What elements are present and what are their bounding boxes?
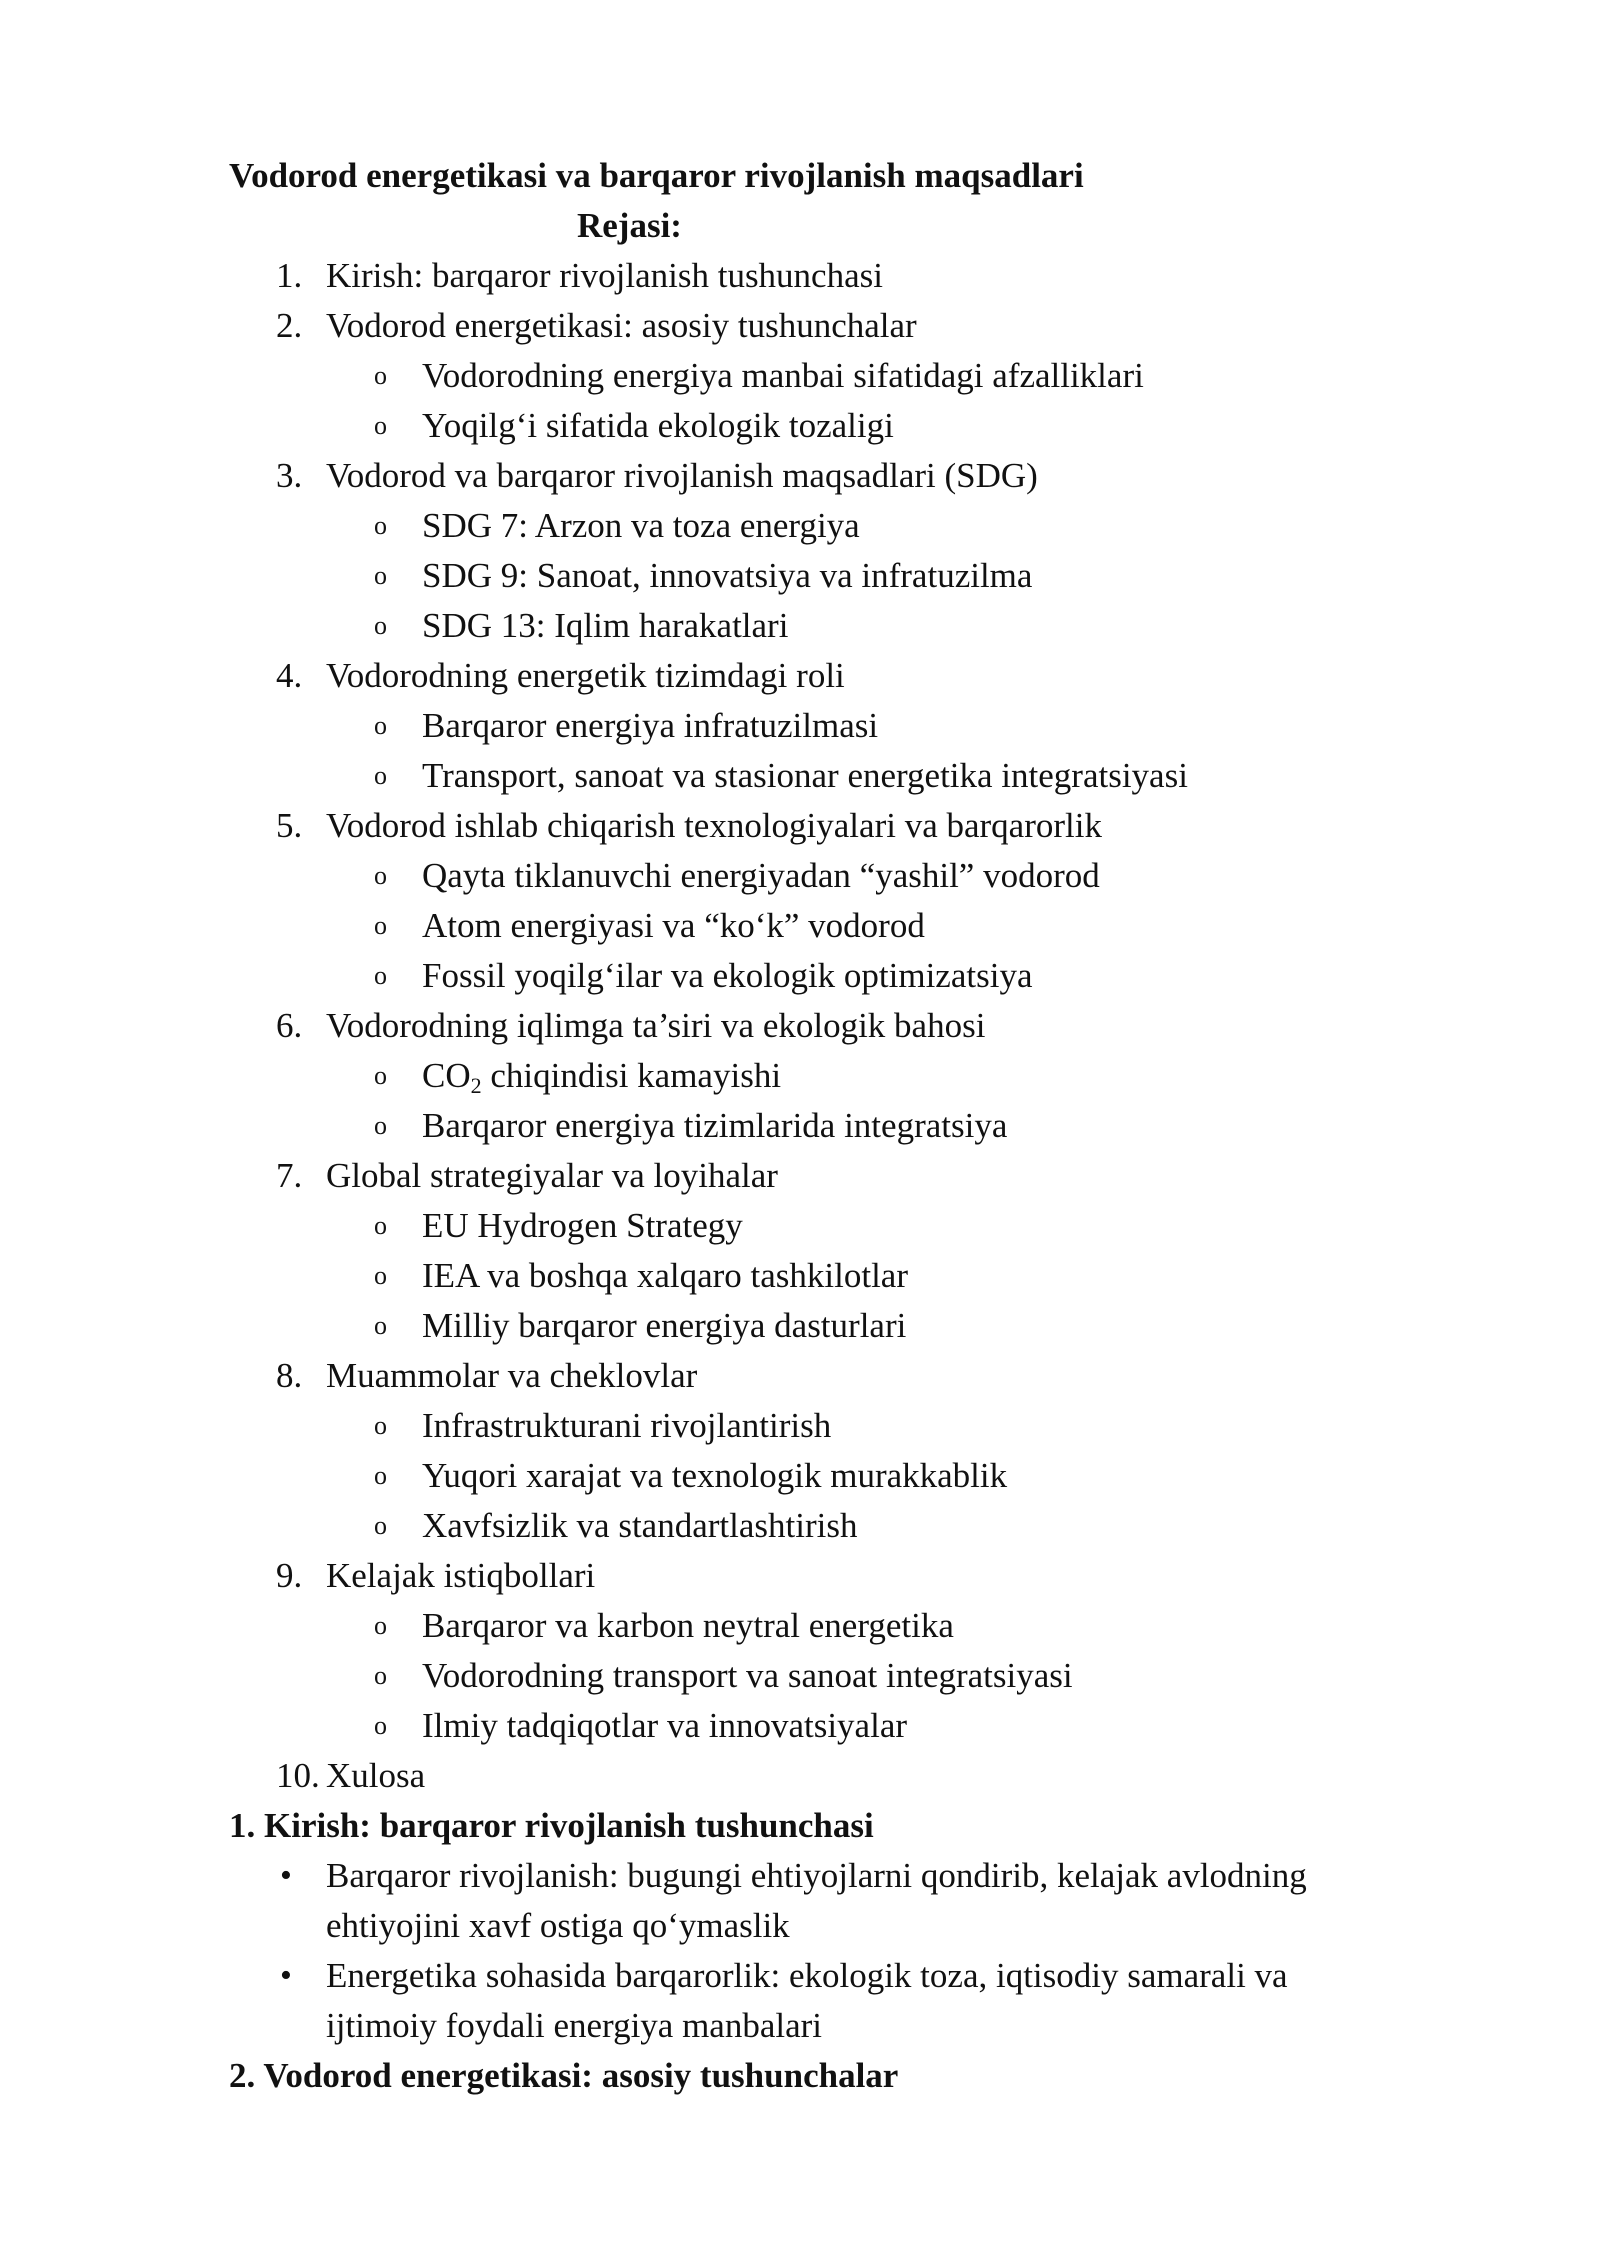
plan-subitem-text: Vodorodning transport va sanoat integratsiyasi <box>422 1656 1073 1695</box>
plan-item-text: Xulosa <box>326 1756 426 1795</box>
plan-subitem-text: Vodorodning energiya manbai sifatidagi afzalliklari <box>422 356 1144 395</box>
section-heading <box>0 2051 1600 2101</box>
bullet-item-text: Energetika sohasida barqarorlik: ekologik toza, iqtisodiy samarali va <box>326 1956 1288 1995</box>
plan-subitem <box>0 1601 1600 1651</box>
plan-item <box>0 801 1600 851</box>
circle-bullet-icon: o <box>374 411 387 440</box>
circle-bullet-icon: o <box>374 1311 387 1340</box>
plan-subitem <box>0 351 1600 401</box>
plan-item <box>0 251 1600 301</box>
plan-subitem-text: Qayta tiklanuvchi energiyadan “yashil” vodorod <box>422 856 1100 895</box>
plan-item <box>0 1001 1600 1051</box>
circle-bullet-icon: o <box>374 611 387 640</box>
circle-bullet-icon: o <box>374 1261 387 1290</box>
plan-item <box>0 1351 1600 1401</box>
plan-subitem-text: Yuqori xarajat va texnologik murakkablik <box>422 1456 1008 1495</box>
plan-subitem-text: Barqaror va karbon neytral energetika <box>422 1606 954 1645</box>
document-title: Vodorod energetikasi va barqaror rivojlanish maqsadlari <box>229 156 1084 195</box>
circle-bullet-icon: o <box>374 761 387 790</box>
plan-item <box>0 1151 1600 1201</box>
circle-bullet-icon: o <box>374 1461 387 1490</box>
plan-subitem <box>0 751 1600 801</box>
plan-subitem <box>0 551 1600 601</box>
plan-subitem-text: EU Hydrogen Strategy <box>422 1206 743 1245</box>
plan-subitem <box>0 1701 1600 1751</box>
plan-subitem <box>0 951 1600 1001</box>
plan-subitem-text: Infrastrukturani rivojlantirish <box>422 1406 832 1445</box>
plan-subitem <box>0 1401 1600 1451</box>
circle-bullet-icon: o <box>374 361 387 390</box>
plan-item <box>0 451 1600 501</box>
bullet-item-line <box>0 1951 1600 2001</box>
plan-subitem-text: Transport, sanoat va stasionar energetika integratsiyasi <box>422 756 1188 795</box>
plan-subitem <box>0 501 1600 551</box>
plan-subitem <box>0 1501 1600 1551</box>
bullet-item-text: ehtiyojini xavf ostiga qo‘ymaslik <box>326 1906 790 1945</box>
plan-item <box>0 1751 1600 1801</box>
circle-bullet-icon: o <box>374 911 387 940</box>
plan-item-number: 6. <box>276 1006 303 1045</box>
plan-subitem <box>0 601 1600 651</box>
plan-subitem <box>0 851 1600 901</box>
plan-item-text: Vodorodning iqlimga ta’siri va ekologik bahosi <box>326 1006 986 1045</box>
circle-bullet-icon: o <box>374 711 387 740</box>
plan-item <box>0 1551 1600 1601</box>
plan-subitem-text: Milliy barqaror energiya dasturlari <box>422 1306 907 1345</box>
dot-bullet-icon: • <box>280 1857 292 1894</box>
plan-subitem <box>0 1051 1600 1101</box>
bullet-item-line <box>0 1851 1600 1901</box>
plan-item-text: Global strategiyalar va loyihalar <box>326 1156 778 1195</box>
plan-subitem <box>0 1301 1600 1351</box>
section-heading <box>0 1801 1600 1851</box>
plan-subitem-text: Barqaror energiya tizimlarida integratsiya <box>422 1106 1008 1145</box>
circle-bullet-icon: o <box>374 1211 387 1240</box>
circle-bullet-icon: o <box>374 861 387 890</box>
circle-bullet-icon: o <box>374 1111 387 1140</box>
plan-subitem <box>0 1101 1600 1151</box>
plan-item-number: 4. <box>276 656 303 695</box>
plan-subitem-text: SDG 13: Iqlim harakatlari <box>422 606 789 645</box>
plan-item-text: Vodorod va barqaror rivojlanish maqsadlari (SDG) <box>326 456 1038 495</box>
plan-item <box>0 651 1600 701</box>
plan-item-number: 10. <box>276 1756 320 1795</box>
plan-subitem-text: Ilmiy tadqiqotlar va innovatsiyalar <box>422 1706 908 1745</box>
document-title-line <box>0 151 1600 201</box>
bullet-item-text: Barqaror rivojlanish: bugungi ehtiyojlarni qondirib, kelajak avlodning <box>326 1856 1307 1895</box>
bullet-item-text: ijtimoiy foydali energiya manbalari <box>326 2006 823 2045</box>
plan-subitem <box>0 701 1600 751</box>
plan-item-number: 5. <box>276 806 303 845</box>
section-heading-text: 2. Vodorod energetikasi: asosiy tushunchalar <box>229 2056 899 2095</box>
bullet-item-line <box>0 1901 1600 1951</box>
circle-bullet-icon: o <box>374 511 387 540</box>
plan-subitem <box>0 401 1600 451</box>
plan-subitem-text: Xavfsizlik va standartlashtirish <box>422 1506 858 1545</box>
circle-bullet-icon: o <box>374 1511 387 1540</box>
circle-bullet-icon: o <box>374 561 387 590</box>
circle-bullet-icon: o <box>374 1711 387 1740</box>
plan-subitem-text: Fossil yoqilg‘ilar va ekologik optimizatsiya <box>422 956 1033 995</box>
plan-item-text: Muammolar va cheklovlar <box>326 1356 698 1395</box>
plan-subitem-text: Barqaror energiya infratuzilmasi <box>422 706 879 745</box>
circle-bullet-icon: o <box>374 1661 387 1690</box>
plan-subitem <box>0 1201 1600 1251</box>
plan-item-number: 7. <box>276 1156 303 1195</box>
plan-subitem-text: IEA va boshqa xalqaro tashkilotlar <box>422 1256 908 1295</box>
plan-item-number: 9. <box>276 1556 303 1595</box>
plan-item-number: 2. <box>276 306 303 345</box>
plan-label-line <box>0 201 1600 251</box>
circle-bullet-icon: o <box>374 1411 387 1440</box>
plan-item-number: 1. <box>276 256 303 295</box>
plan-subitem <box>0 1451 1600 1501</box>
plan-item-text: Kelajak istiqbollari <box>326 1556 596 1595</box>
plan-subitem-text: $CO_2$ chiqindisi kamayishi <box>422 1056 782 1098</box>
circle-bullet-icon: o <box>374 1611 387 1640</box>
plan-subitem-text: SDG 7: Arzon va toza energiya <box>422 506 860 545</box>
plan-item <box>0 301 1600 351</box>
dot-bullet-icon: • <box>280 1957 292 1994</box>
circle-bullet-icon: o <box>374 1061 387 1090</box>
plan-item-text: Kirish: barqaror rivojlanish tushunchasi <box>326 256 883 295</box>
plan-subitem <box>0 1251 1600 1301</box>
plan-subitem-text: Atom energiyasi va “ko‘k” vodorod <box>422 906 925 945</box>
plan-item-text: Vodorod ishlab chiqarish texnologiyalari va barqarorlik <box>326 806 1102 845</box>
plan-label: Rejasi: <box>577 206 682 245</box>
circle-bullet-icon: o <box>374 961 387 990</box>
plan-subitem <box>0 901 1600 951</box>
plan-subitem-text: Yoqilg‘i sifatida ekologik tozaligi <box>422 406 894 445</box>
plan-subitem <box>0 1651 1600 1701</box>
plan-item-number: 8. <box>276 1356 303 1395</box>
section-heading-text: 1. Kirish: barqaror rivojlanish tushunchasi <box>229 1806 874 1845</box>
plan-item-text: Vodorod energetikasi: asosiy tushunchalar <box>326 306 917 345</box>
plan-item-text: Vodorodning energetik tizimdagi roli <box>326 656 845 695</box>
bullet-item-line <box>0 2001 1600 2051</box>
plan-item-number: 3. <box>276 456 303 495</box>
plan-subitem-text: SDG 9: Sanoat, innovatsiya va infratuzilma <box>422 556 1033 595</box>
